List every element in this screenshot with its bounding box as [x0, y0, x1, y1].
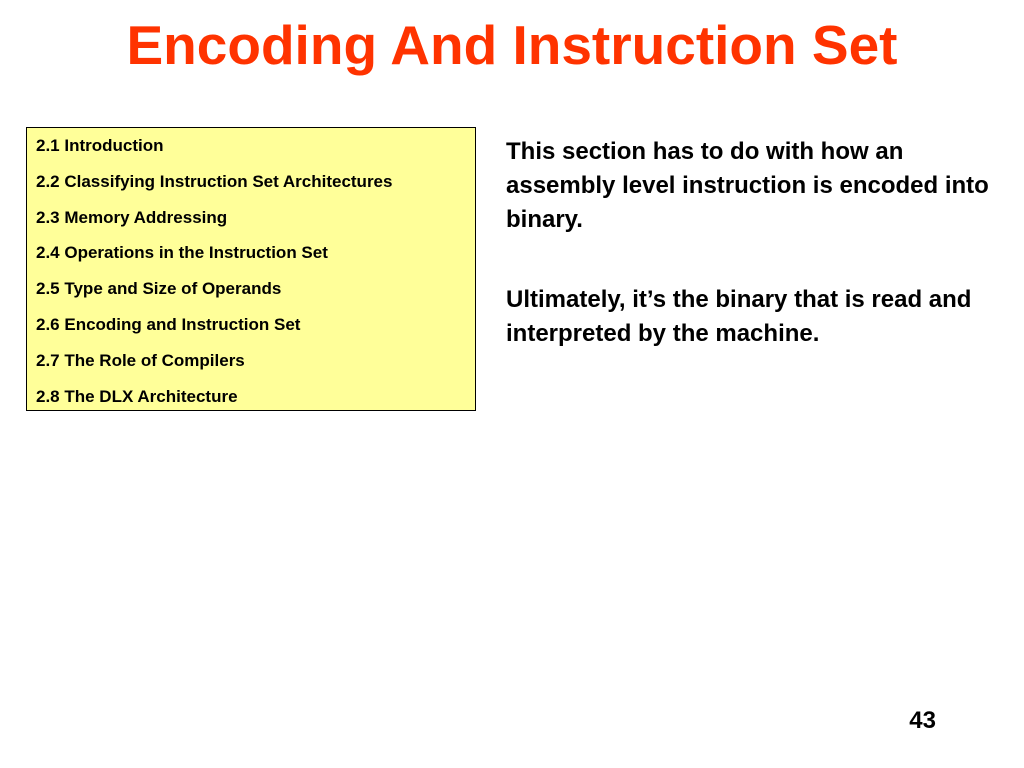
toc-item-compilers: 2.7 The Role of Compilers: [36, 350, 245, 370]
page-number: 43: [909, 707, 936, 734]
toc-item-operations: 2.4 Operations in the Instruction Set: [36, 243, 328, 263]
body-paragraph-binary: Ultimately, it’s the binary that is read and interpreted by the machine.: [506, 286, 972, 347]
toc-item-operands: 2.5 Type and Size of Operands: [36, 279, 282, 299]
toc-item-classifying-isa: 2.2 Classifying Instruction Set Architectures: [36, 171, 393, 191]
table-of-contents-list: [36, 136, 475, 407]
toc-item-dlx-architecture: 2.8 The DLX Architecture: [36, 386, 238, 406]
toc-item-memory-addressing: 2.3 Memory Addressing: [36, 207, 228, 227]
body-text: [506, 135, 996, 351]
toc-item-introduction: 2.1 Introduction: [36, 136, 164, 155]
table-of-contents-box: [26, 127, 476, 411]
body-paragraph-encoding: This section has to do with how an assembly level instruction is encoded into binary.: [506, 138, 989, 233]
slide-title: Encoding And Instruction Set: [126, 14, 898, 76]
toc-item-encoding: 2.6 Encoding and Instruction Set: [36, 314, 301, 334]
